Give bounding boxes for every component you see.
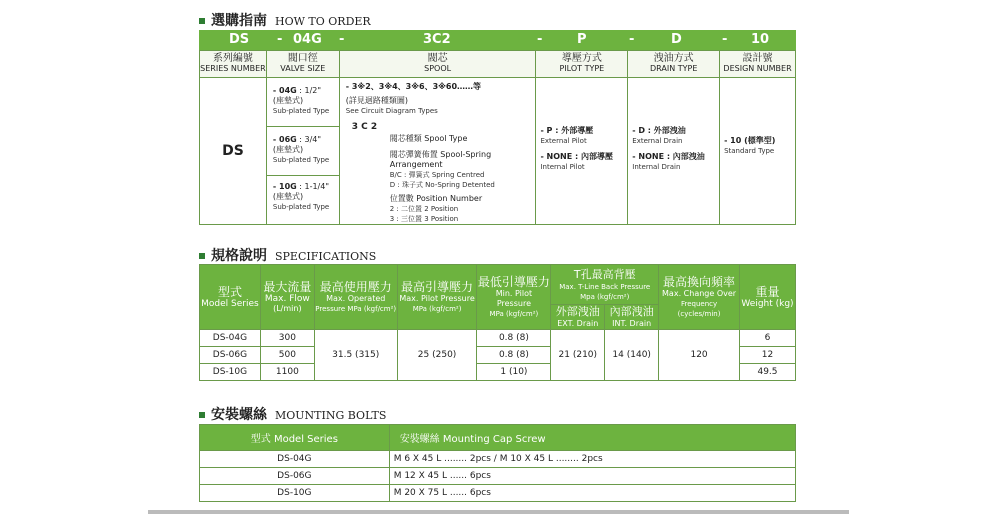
design-cell: - 10 (標準型) Standard Type — [720, 78, 796, 225]
mounting-bolts-title: 安裝螺絲 MOUNTING BOLTS — [199, 404, 386, 424]
size-04g: - 04G : 1/2" (座墊式) Sub-plated Type — [267, 78, 339, 127]
spec-weight: 6 — [740, 330, 796, 347]
footer-divider — [148, 510, 849, 514]
bolt-screw: M 6 X 45 L ........ 2pcs / M 10 X 45 L ........ 2pcs — [389, 451, 795, 468]
header-design: 設計號 DESIGN NUMBER — [720, 51, 796, 78]
code-dash: - — [537, 32, 543, 47]
spec-int-drain: 14 (140) — [605, 330, 659, 381]
code-size: 04G — [293, 32, 322, 47]
header-pilot: 導壓方式 PILOT TYPE — [536, 51, 628, 78]
code-pilot: P — [577, 32, 587, 47]
order-table — [199, 50, 796, 225]
header-drain: 洩油方式 DRAIN TYPE — [628, 51, 720, 78]
spec-header-tline: T孔最高背壓 Max. T-Line Back Pressure Mpa (kgf/cm²) — [551, 265, 659, 305]
spec-header-int-drain: 內部洩油 INT. Drain — [605, 305, 659, 330]
size-10g: - 10G : 1-1/4" (座墊式) Sub-plated Type — [272, 182, 330, 211]
bolt-model: DS-10G — [200, 485, 390, 502]
code-series: DS — [229, 32, 250, 47]
spec-pilot-min: 1 (10) — [477, 364, 551, 381]
spec-ext-drain: 21 (210) — [551, 330, 605, 381]
header-size: 閥口徑 VALVE SIZE — [266, 51, 339, 78]
specifications-title: 規格說明 SPECIFICATIONS — [199, 245, 376, 265]
series-cell: DS — [200, 78, 267, 225]
bolt-header-model: 型式 Model Series — [200, 425, 390, 451]
bolt-model: DS-04G — [200, 451, 390, 468]
mounting-bolts-table — [199, 424, 796, 502]
specifications-table — [199, 264, 796, 381]
spec-flow: 500 — [260, 347, 314, 364]
spec-header-pressure: 最高使用壓力 Max. Operated Pressure MPa (kgf/cm²) — [314, 265, 397, 330]
spec-pilot-max: 25 (250) — [397, 330, 477, 381]
spec-header-flow: 最大流量 Max. Flow (L/min) — [260, 265, 314, 330]
bullet-icon — [199, 253, 205, 259]
bolt-screw: M 20 X 75 L ...... 6pcs — [389, 485, 795, 502]
header-series: 系列編號 SERIES NUMBER — [200, 51, 267, 78]
spec-header-model: 型式 Model Series — [200, 265, 261, 330]
code-dash: - — [722, 32, 728, 47]
code-spool: 3C2 — [423, 32, 451, 47]
spec-weight: 12 — [740, 347, 796, 364]
spec-model: DS-04G — [200, 330, 261, 347]
order-code-bar — [199, 30, 796, 50]
code-design: 10 — [751, 32, 770, 47]
spec-model: DS-10G — [200, 364, 261, 381]
spec-flow: 300 — [260, 330, 314, 347]
spool-cell: - 3※2、3※4、3※6、3※60……等 (詳見迴路種類圖) See Circuit Diagram Types 3 C 2 閥芯種類 Spool Type 閥芯彈簧佈置 Spool-Spring Arrangement B/C : 彈簧式 Spring Centred D : 珠子式 No-Spring Detented 位置數 Position Number 2 : 二位置 2 Position 3 : 三位置 3 Position — [339, 78, 536, 225]
spec-pilot-min: 0.8 (8) — [477, 347, 551, 364]
spec-frequency: 120 — [659, 330, 740, 381]
size-cell — [266, 78, 339, 225]
how-to-order-title: 選購指南 HOW TO ORDER — [199, 10, 371, 30]
header-spool: 閥芯 SPOOL — [339, 51, 536, 78]
spec-header-pilot-max: 最高引導壓力 Max. Pilot Pressure MPa (kgf/cm²) — [397, 265, 477, 330]
bolt-model: DS-06G — [200, 468, 390, 485]
spec-pressure: 31.5 (315) — [314, 330, 397, 381]
bolt-screw: M 12 X 45 L ...... 6pcs — [389, 468, 795, 485]
pilot-cell: - P : 外部導壓 External Pilot - NONE : 內部導壓 Internal Pilot — [536, 78, 628, 225]
spec-weight: 49.5 — [740, 364, 796, 381]
spec-header-pilot-min: 最低引導壓力 Min. Pilot Pressure MPa (kgf/cm²) — [477, 265, 551, 330]
spec-header-weight: 重量 Weight (kg) — [740, 265, 796, 330]
code-dash: - — [339, 32, 345, 47]
bullet-icon — [199, 18, 205, 24]
code-dash: - — [629, 32, 635, 47]
bullet-icon — [199, 412, 205, 418]
size-06g: - 06G : 3/4" (座墊式) Sub-plated Type — [267, 127, 339, 176]
drain-cell: - D : 外部洩油 External Drain - NONE : 內部洩油 Internal Drain — [628, 78, 720, 225]
spool-code: 3 C 2 — [351, 122, 378, 132]
spec-flow: 1100 — [260, 364, 314, 381]
bolt-header-screw: 安裝螺絲 Mounting Cap Screw — [389, 425, 795, 451]
spec-header-ext-drain: 外部洩油 EXT. Drain — [551, 305, 605, 330]
code-drain: D — [671, 32, 682, 47]
code-dash: - — [277, 32, 283, 47]
spec-header-frequency: 最高換向頻率 Max. Change Over Frequency (cycles/min) — [659, 265, 740, 330]
spec-model: DS-06G — [200, 347, 261, 364]
spec-pilot-min: 0.8 (8) — [477, 330, 551, 347]
